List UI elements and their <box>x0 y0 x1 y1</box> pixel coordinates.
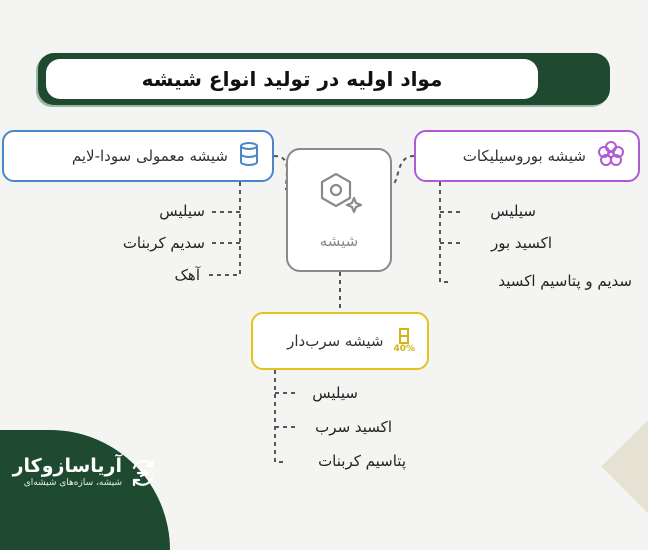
connector-soda-items <box>208 182 240 275</box>
hexagon-sparkle-icon <box>316 170 362 218</box>
brand-name: آریاسازوکار <box>12 455 122 477</box>
center-node-glass <box>286 148 392 272</box>
cylinder-icon <box>238 141 260 171</box>
soda-item-3: آهک <box>174 266 200 284</box>
recycle-arrows-icon <box>128 458 158 492</box>
node-label-lead: شیشه سرب‌دار <box>287 332 384 350</box>
lead-item-1: سیلیس <box>312 384 358 402</box>
node-lead-glass <box>251 312 429 370</box>
brand-logo <box>12 455 122 489</box>
flower-icon <box>596 140 626 172</box>
node-borosilicate-glass <box>414 130 640 182</box>
node-soda-lime-glass <box>2 130 274 182</box>
lead-percent-icon <box>393 328 415 354</box>
soda-item-1: سیلیس <box>159 202 205 220</box>
lead-percent-text: 40% <box>393 344 415 354</box>
lead-item-2: اکسید سرب <box>315 418 392 436</box>
connector-boro-center <box>392 156 414 186</box>
node-label-borosilicate: شیشه بوروسیلیکات <box>462 147 586 165</box>
lead-item-3: پتاسیم کربنات <box>318 452 406 470</box>
node-label-soda-lime: شیشه معمولی سودا-لایم <box>71 147 228 165</box>
center-label: شیشه <box>319 232 359 250</box>
soda-item-2: سدیم کربنات <box>122 234 205 252</box>
boro-item-1: سیلیس <box>490 202 536 220</box>
connector-lead-items <box>275 370 284 462</box>
brand-subtitle: شیشه، سازه‌های شیشه‌ای <box>23 478 122 488</box>
boro-item-3: سدیم و پتاسیم اکسید <box>498 272 632 290</box>
connector-boro-items <box>440 182 452 282</box>
boro-item-2: اکسید بور <box>490 234 552 252</box>
page-title: مواد اولیه در تولید انواع شیشه <box>141 67 443 91</box>
